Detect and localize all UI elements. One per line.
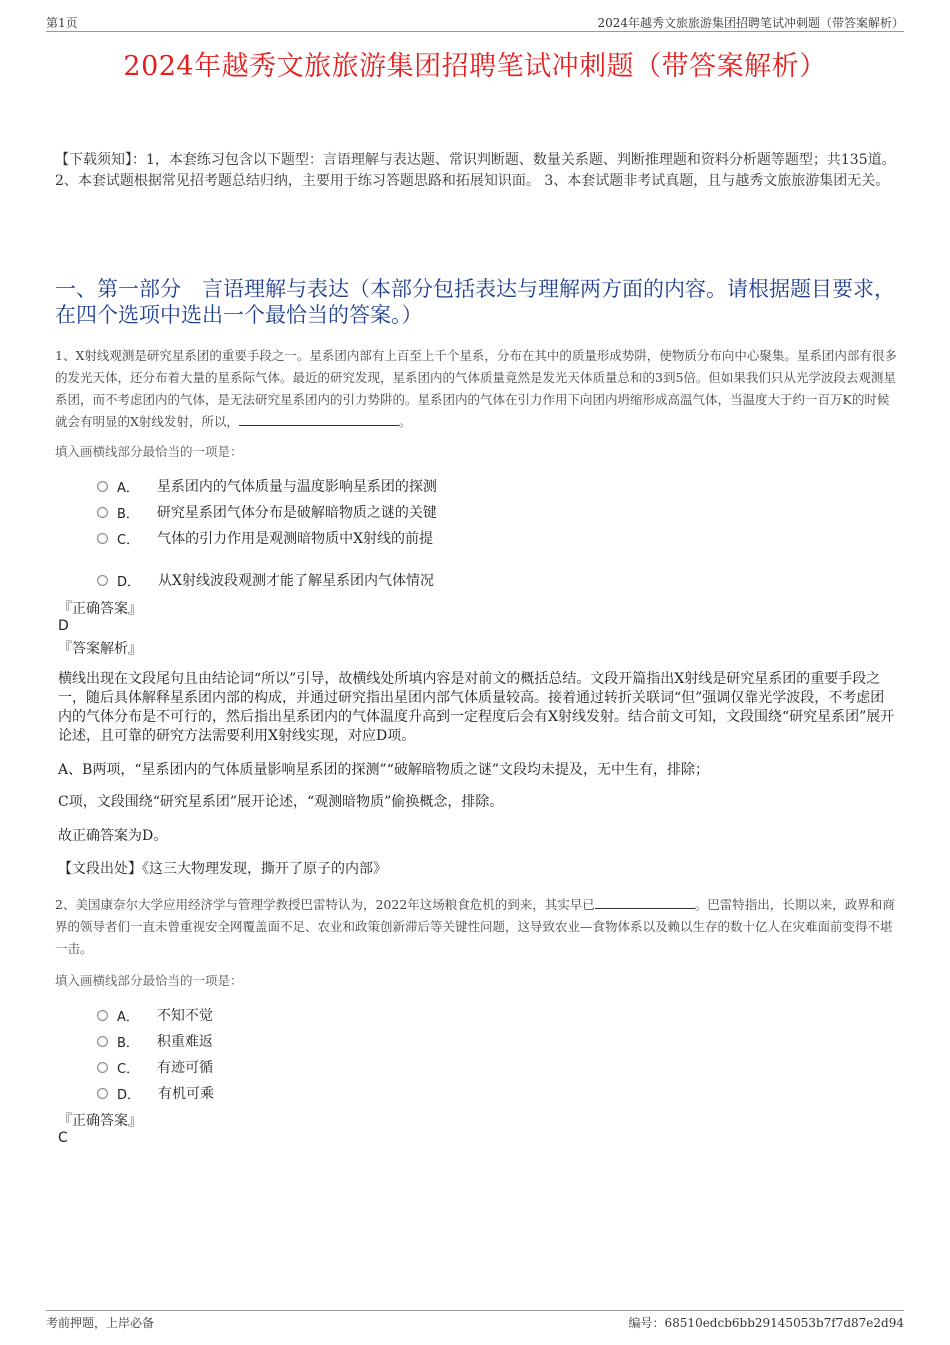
answer-blank (239, 413, 399, 426)
correct-answer: D (58, 618, 69, 634)
correct-answer-label: 『正确答案』 (58, 601, 142, 617)
download-notice: 【下载须知】：1，本套练习包含以下题型：言语理解与表达题、常识判断题、数量关系题、判断推理题和资料分析题等题型；共135道。 2、本套试题根据常见招考题总结归纳，主要用于练习答题思路和拓展知识面。 3、本套试题非考试真题，且与越秀文旅旅游集团无关。 (55, 152, 896, 189)
q1-option-d[interactable]: D． 从X射线波段观测才能了解星系团内气体情况 (97, 570, 434, 590)
radio-icon[interactable] (97, 533, 108, 544)
radio-icon[interactable] (97, 575, 108, 586)
q2-option-c[interactable]: C． 有迹可循 (97, 1057, 213, 1077)
radio-icon[interactable] (97, 481, 108, 492)
source-note: 【文段出处】《这三大物理发现，撕开了原子的内部》 (58, 861, 387, 877)
analysis-paragraph: 横线出现在文段尾句且由结论词“所以”引导，故横线处所填内容是对前文的概括总结。文段开篇指出X射线是研究星系团的重要手段之一，随后具体解释星系团内部的构成，并通过研究指出星团内部气体质量较高。接着通过转折关联词“但”强调仅靠光学波段，不考虑团内的气体分布是不可行的，然后指出星系团内的气体温度升高到一定程度后会有X射线发射。结合前文可知，文段围绕“研究星系团”展开论述，且可靠的研究方法需要利用X射线实现，对应D项。 (58, 671, 895, 744)
q1-option-a[interactable]: A． 星系团内的气体质量与温度影响星系团的探测 (97, 476, 437, 496)
correct-answer-label: 『正确答案』 (58, 1113, 142, 1129)
analysis-paragraph: 故正确答案为D。 (58, 828, 168, 844)
q2-option-d[interactable]: D． 有机可乘 (97, 1083, 214, 1103)
header-doc-title: 2024年越秀文旅旅游集团招聘笔试冲刺题（带答案解析） (597, 16, 904, 30)
footer-divider (46, 1310, 904, 1311)
fill-instruction: 填入画横线部分最恰当的一项是： (55, 444, 243, 459)
question-2-stem: 2、美国康奈尔大学应用经济学与管理学教授巴雷特认为，2022年这场粮食危机的到来，其实早已 。巴雷特指出，长期以来，政界和商界的领导者们一直未曾重视安全网覆盖面不足、农业和政策创新滞后等关键性问题，这导致农业—食物体系以及赖以生存的数十亿人在灾难面前变得不堪一击。 (55, 897, 895, 956)
footer-doc-id: 编号：68510edcb6bb29145053b7f7d87e2d94 (628, 1316, 904, 1330)
radio-icon[interactable] (97, 1010, 108, 1021)
header-divider (46, 31, 904, 32)
q1-option-b[interactable]: B． 研究星系团气体分布是破解暗物质之谜的关键 (97, 502, 437, 522)
analysis-paragraph: A、B两项，“星系团内的气体质量影响星系团的探测”“破解暗物质之谜”文段均未提及，无中生有，排除； (58, 762, 710, 778)
analysis-paragraph: C项，文段围绕“研究星系团”展开论述，“观测暗物质”偷换概念，排除。 (58, 794, 504, 810)
radio-icon[interactable] (97, 1036, 108, 1047)
radio-icon[interactable] (97, 507, 108, 518)
question-1-stem: 1、X射线观测是研究星系团的重要手段之一。星系团内部有上百至上千个星系，分布在其中的质量形成势阱，使物质分布向中心聚集。星系团内部有很多的发光天体，还分布着大量的星系际气体。最近的研究发现，星系团内的气体质量竟然是发光天体质量总和的3到5倍。但如果我们只从光学波段去观测星系团，而不考虑团内的气体，是无法研究星系团内的引力势阱的。星系团内的气体在引力作用下向团内坍缩形成高温气体，当温度大于约一百万K的时候就会有明显的X射线发射，所以， 。 (55, 348, 897, 429)
fill-instruction: 填入画横线部分最恰当的一项是： (55, 973, 243, 988)
analysis-label: 『答案解析』 (58, 641, 142, 657)
q2-option-a[interactable]: A． 不知不觉 (97, 1005, 213, 1025)
q1-option-c[interactable]: C． 气体的引力作用是观测暗物质中X射线的前提 (97, 528, 433, 548)
radio-icon[interactable] (97, 1062, 108, 1073)
footer-slogan: 考前押题，上岸必备 (46, 1316, 155, 1330)
section-heading: 一、第一部分 言语理解与表达（本部分包括表达与理解两方面的内容。请根据题目要求，在四个选项中选出一个最恰当的答案。） (55, 277, 895, 327)
page-number: 第1页 (46, 16, 78, 30)
q2-option-b[interactable]: B． 积重难返 (97, 1031, 213, 1051)
page-title: 2024年越秀文旅旅游集团招聘笔试冲刺题（带答案解析） (123, 51, 827, 82)
correct-answer: C (58, 1130, 68, 1146)
answer-blank (595, 896, 695, 909)
radio-icon[interactable] (97, 1088, 108, 1099)
